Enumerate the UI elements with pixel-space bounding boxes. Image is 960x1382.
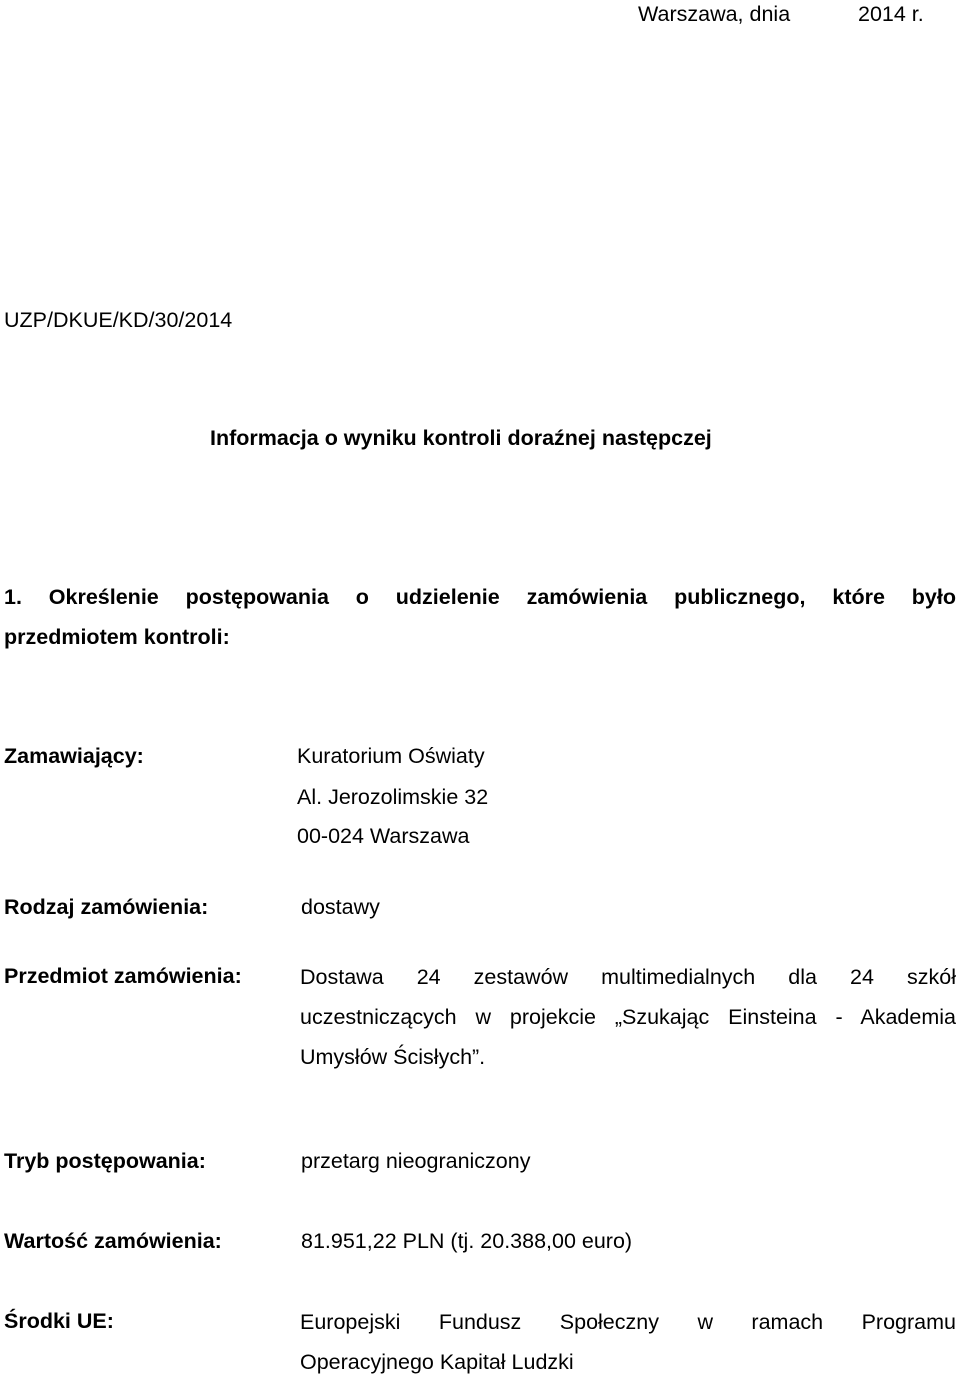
przedmiot-value bbox=[300, 957, 956, 1077]
tryb-value: przetarg nieograniczony bbox=[301, 1149, 531, 1173]
section1-heading-line1: 1. Określenie postępowania o udzielenie zamówienia publicznego, które było bbox=[4, 585, 956, 609]
przedmiot-line: uczestniczących w projekcie „Szukając Einsteina - Akademia bbox=[300, 1005, 956, 1029]
zamawiajacy-street: Al. Jerozolimskie 32 bbox=[297, 785, 489, 809]
section1-heading-line2: przedmiotem kontroli: bbox=[4, 625, 230, 649]
przedmiot-line: Umysłów Ścisłych”. bbox=[300, 1045, 486, 1069]
rodzaj-value: dostawy bbox=[301, 895, 380, 919]
przedmiot-line: Dostawa 24 zestawów multimedialnych dla 24 szkół bbox=[300, 965, 956, 989]
label-przedmiot: Przedmiot zamówienia: bbox=[4, 964, 242, 988]
label-rodzaj: Rodzaj zamówienia: bbox=[4, 895, 209, 919]
document-year: 2014 r. bbox=[858, 2, 924, 26]
srodki-line: Operacyjnego Kapitał Ludzki bbox=[300, 1350, 574, 1374]
reference-number: UZP/DKUE/KD/30/2014 bbox=[4, 308, 233, 332]
srodki-line: Europejski Fundusz Społeczny w ramach Programu bbox=[300, 1310, 956, 1334]
document-title: Informacja o wyniku kontroli doraźnej następczej bbox=[210, 426, 712, 450]
label-srodki: Środki UE: bbox=[4, 1309, 114, 1333]
label-zamawiajacy: Zamawiający: bbox=[4, 744, 144, 768]
wartosc-value: 81.951,22 PLN (tj. 20.388,00 euro) bbox=[301, 1229, 633, 1253]
label-wartosc: Wartość zamówienia: bbox=[4, 1229, 222, 1253]
place-date: Warszawa, dnia bbox=[638, 2, 791, 26]
zamawiajacy-city: 00-024 Warszawa bbox=[297, 824, 470, 848]
label-tryb: Tryb postępowania: bbox=[4, 1149, 206, 1173]
srodki-value bbox=[300, 1302, 956, 1382]
zamawiajacy-name: Kuratorium Oświaty bbox=[297, 744, 485, 768]
